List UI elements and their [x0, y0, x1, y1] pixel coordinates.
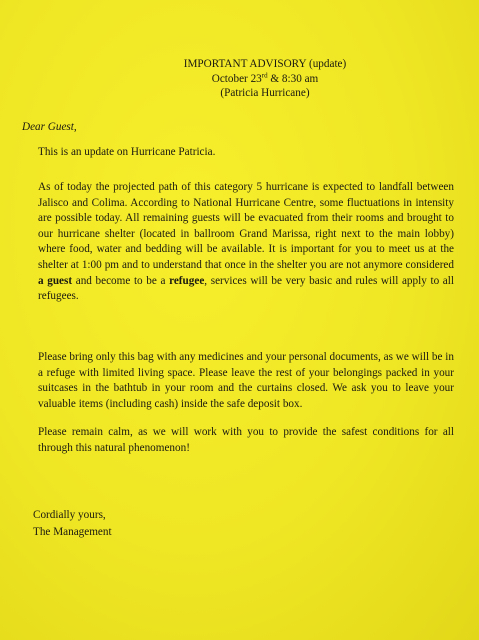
letter-header	[160, 57, 370, 101]
date-rest: & 8:30 am	[267, 72, 319, 85]
closing-block	[33, 507, 112, 541]
paragraph-belongings: Please bring only this bag with any medicines and your personal documents, as we will be in a refuge with limited living space. Please leave the rest of your belongings packed in your suitcases in the bathtub in your room and the curtains closed. We ask you to leave your valuable items (including cash) inside the safe deposit box.	[38, 351, 454, 410]
p1-bold-refugee: refugee	[169, 274, 205, 287]
date-suffix: rd	[261, 70, 268, 79]
paragraph-remain-calm: Please remain calm, as we will work with you to provide the safest conditions for all through this natural phenomenon!	[38, 426, 454, 454]
salutation: Dear Guest,	[22, 121, 77, 133]
closing-line: Cordially yours,	[33, 509, 106, 521]
p1-bold-guest: a guest	[38, 274, 73, 287]
advisory-date	[160, 72, 370, 87]
p1-text-b: and become to be a	[72, 274, 170, 287]
intro-paragraph: This is an update on Hurricane Patricia.	[38, 146, 216, 158]
p1-text-c: , services will be very basic and rules will apply to all refugees.	[38, 274, 454, 303]
p1-text-a: As of today the projected path of this category 5 hurricane is expected to landfall between Jalisco and Colima. According to National Hurricane Centre, some fluctuations in intensity are possible today. All remaining guests will be evacuated from their rooms and brought to our hurricane shelter (located in ballroom Grand Marissa, right next to the main lobby) where food, water and bedding will be available. It is important for you to meet us at the shelter at 1:00 pm and to understand that once in the shelter you are not anymore considered	[38, 181, 454, 271]
date-prefix: October 23	[211, 72, 262, 85]
paragraph-evacuation	[38, 180, 454, 305]
signature-line: The Management	[33, 526, 112, 538]
advisory-subtitle: (Patricia Hurricane)	[220, 87, 310, 99]
advisory-title: IMPORTANT ADVISORY (update)	[183, 58, 347, 70]
